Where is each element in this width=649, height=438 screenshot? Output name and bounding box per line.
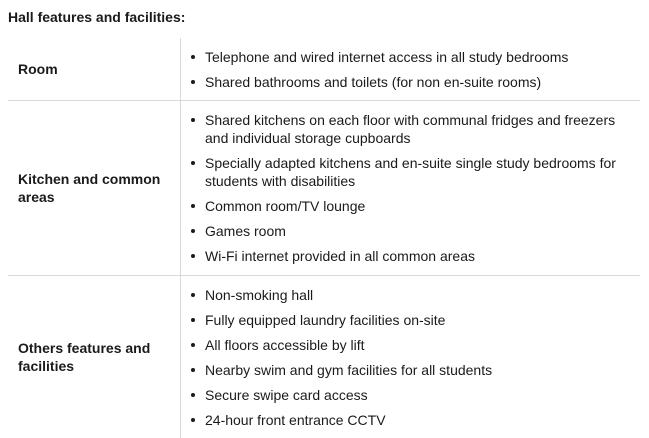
list-item-text: Shared kitchens on each floor with communal fridges and freezers and individual storage cupboards <box>205 112 616 146</box>
list-item-text: Games room <box>205 223 286 239</box>
list-item <box>181 286 640 304</box>
bullet-icon <box>191 229 195 233</box>
list-item-text: All floors accessible by lift <box>205 337 365 353</box>
list-item-text: Common room/TV lounge <box>205 198 366 214</box>
list-item-text: Secure swipe card access <box>205 387 368 403</box>
list-item-text: Telephone and wired internet access in all study bedrooms <box>205 49 569 65</box>
list-item-text: Wi-Fi internet provided in all common areas <box>205 248 475 264</box>
list-item-text: Nearby swim and gym facilities for all students <box>205 362 493 378</box>
list-item <box>181 247 640 265</box>
list-item <box>181 411 640 429</box>
bullet-icon <box>191 293 195 297</box>
bullet-icon <box>191 161 195 165</box>
list-item-text: 24-hour front entrance CCTV <box>205 412 386 428</box>
table-row-room <box>8 38 640 101</box>
list-item <box>181 154 640 190</box>
table-row-others <box>8 276 640 438</box>
bullet-icon <box>191 418 195 422</box>
list-item <box>181 73 640 91</box>
bullet-icon <box>191 80 195 84</box>
list-item-text: Specially adapted kitchens and en-suite single study bedrooms for students with disabilities <box>205 155 616 189</box>
list-item-text: Non-smoking hall <box>205 287 314 303</box>
list-item <box>181 111 640 147</box>
feature-list <box>181 101 640 275</box>
list-item <box>181 386 640 404</box>
list-item <box>181 197 640 215</box>
bullet-icon <box>191 393 195 397</box>
list-item-text: Shared bathrooms and toilets (for non en-suite rooms) <box>205 74 542 90</box>
bullet-icon <box>191 55 195 59</box>
table-row-kitchen <box>8 101 640 276</box>
row-label: Room <box>8 38 181 100</box>
bullet-icon <box>191 118 195 122</box>
list-item <box>181 361 640 379</box>
bullet-icon <box>191 254 195 258</box>
feature-list <box>181 276 640 438</box>
bullet-icon <box>191 343 195 347</box>
list-item <box>181 336 640 354</box>
page-title: Hall features and facilities: <box>8 9 186 25</box>
row-label: Others features and facilities <box>8 276 181 438</box>
list-item <box>181 222 640 240</box>
bullet-icon <box>191 368 195 372</box>
bullet-icon <box>191 204 195 208</box>
feature-list <box>181 38 640 100</box>
list-item-text: Fully equipped laundry facilities on-site <box>205 312 446 328</box>
list-item <box>181 311 640 329</box>
row-label: Kitchen and common areas <box>8 101 181 275</box>
facilities-table <box>8 38 640 438</box>
list-item <box>181 48 640 66</box>
bullet-icon <box>191 318 195 322</box>
